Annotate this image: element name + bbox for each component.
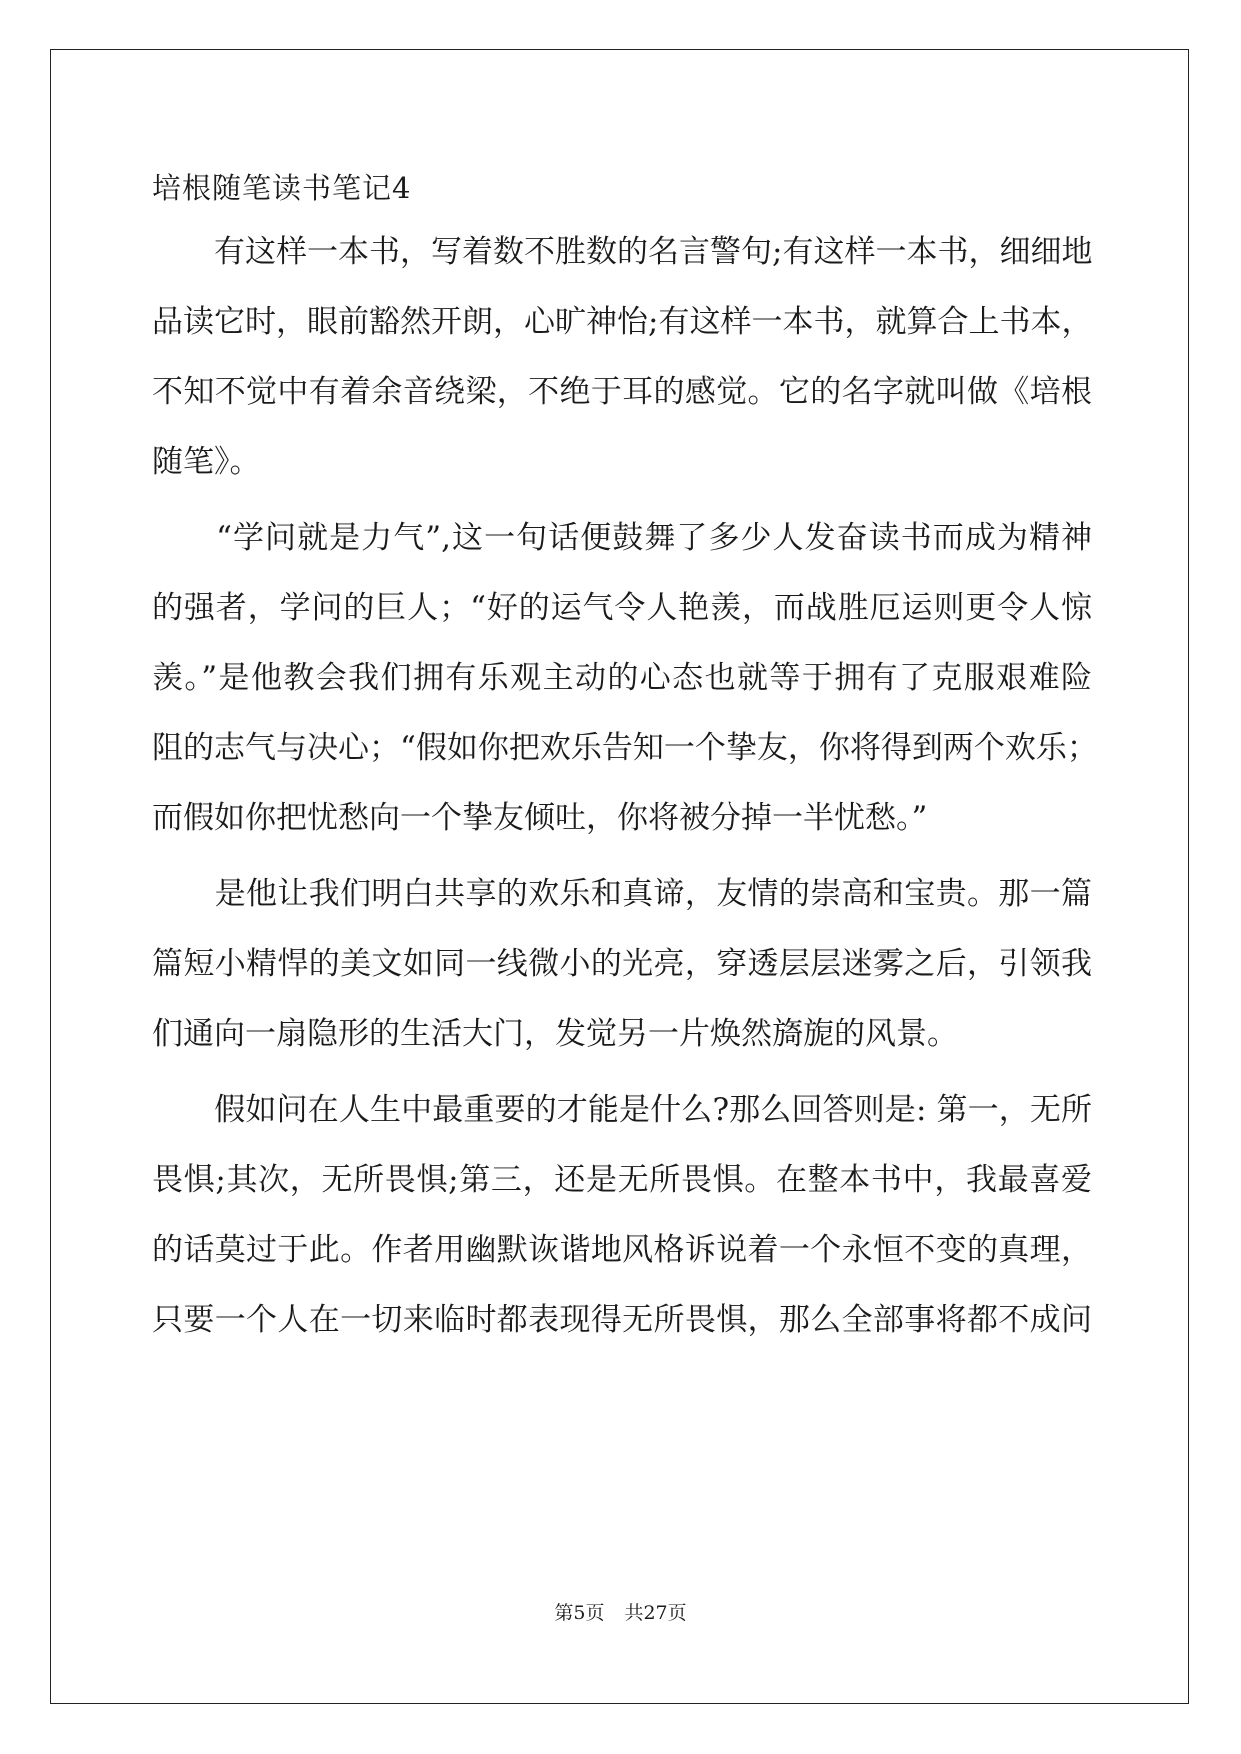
page-footer <box>0 1601 1241 1625</box>
text-line: 假如问在人生中最重要的才能是什么?那么回答则是: 第一，无所 <box>152 1092 1092 1128</box>
text-line: 随笔》。 <box>152 444 261 480</box>
text-line: 是他让我们明白共享的欢乐和真谛，友情的崇高和宝贵。那一篇 <box>152 876 1092 912</box>
document-title: 培根随笔读书笔记4 <box>152 171 412 205</box>
text-line: “学问就是力气”,这一句话便鼓舞了多少人发奋读书而成为精神 <box>152 520 1092 556</box>
text-line: 们通向一扇隐形的生活大门，发觉另一片焕然旖旎的风景。 <box>152 1016 958 1052</box>
text-line: 篇短小精悍的美文如同一线微小的光亮，穿透层层迷雾之后，引领我 <box>152 946 1092 982</box>
text-line: 有这样一本书，写着数不胜数的名言警句;有这样一本书，细细地 <box>152 234 1093 270</box>
text-line: 品读它时，眼前豁然开朗，心旷神怡;有这样一本书，就算合上书本， <box>152 304 1093 340</box>
text-line: 阻的志气与决心；“假如你把欢乐告知一个挚友，你将得到两个欢乐； <box>152 730 1098 766</box>
text-line: 羡。”是他教会我们拥有乐观主动的心态也就等于拥有了克服艰难险 <box>152 660 1092 696</box>
text-line: 的话莫过于此。作者用幽默诙谐地风格诉说着一个永恒不变的真理， <box>152 1232 1092 1268</box>
text-line: 只要一个人在一切来临时都表现得无所畏惧，那么全部事将都不成问 <box>152 1302 1092 1338</box>
text-line: 畏惧;其次，无所畏惧;第三，还是无所畏惧。在整本书中，我最喜爱 <box>152 1162 1092 1198</box>
page-total: 共27页 <box>624 1602 687 1624</box>
text-line: 而假如你把忧愁向一个挚友倾吐，你将被分掉一半忧愁。” <box>152 800 928 836</box>
text-line: 不知不觉中有着余音绕梁，不绝于耳的感觉。它的名字就叫做《培根 <box>152 374 1092 410</box>
page-number: 第5页 <box>554 1602 605 1624</box>
text-line: 的强者，学问的巨人；“好的运气令人艳羡，而战胜厄运则更令人惊 <box>152 590 1092 626</box>
